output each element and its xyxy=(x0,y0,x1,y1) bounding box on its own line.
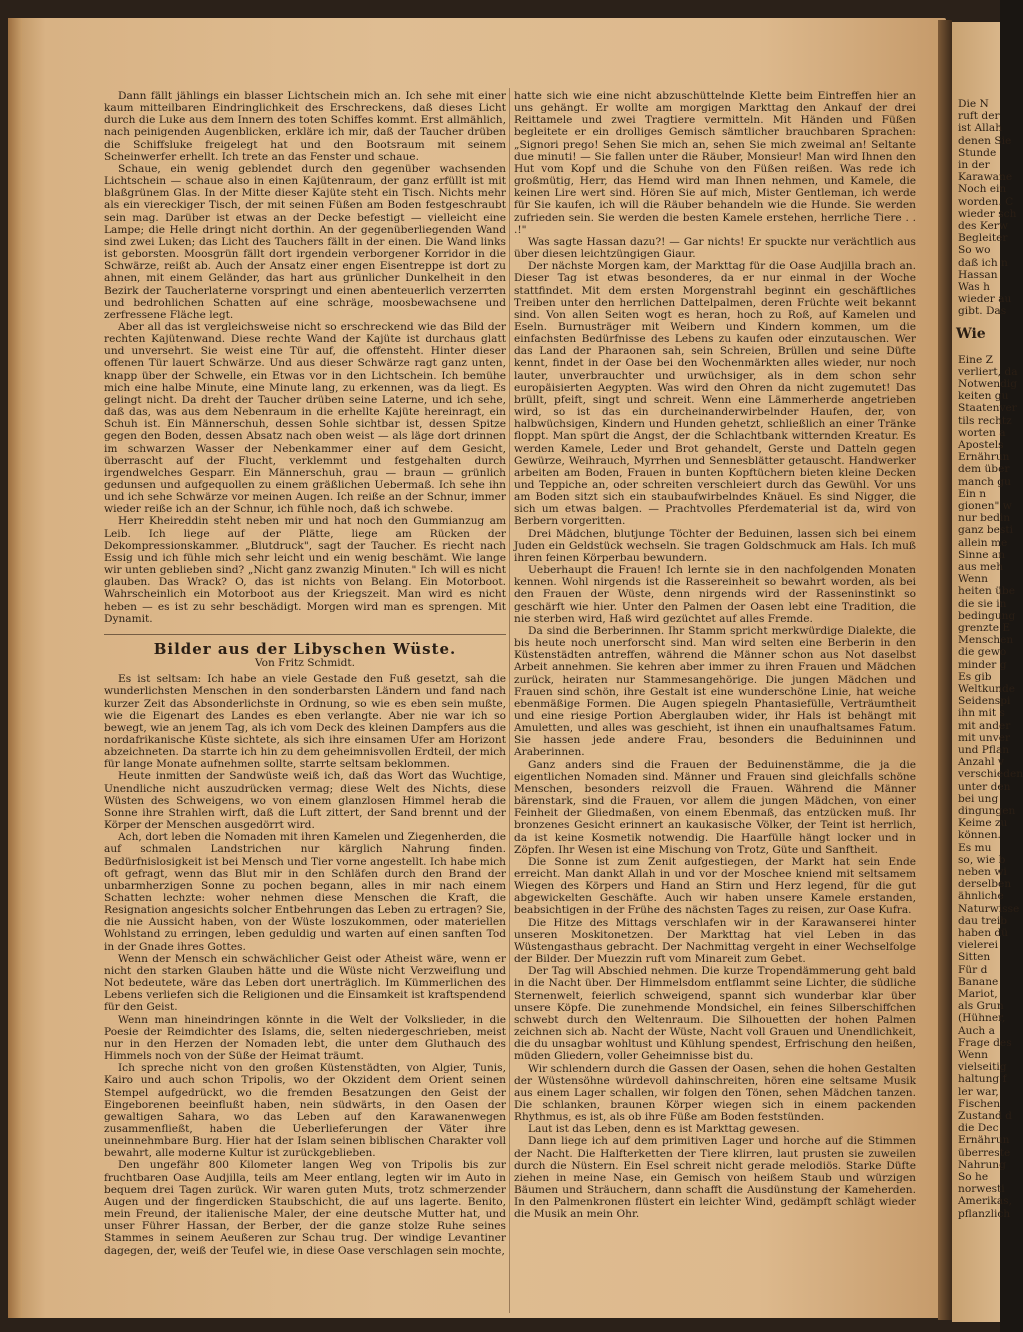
next-page-line: Sitten xyxy=(958,951,991,964)
next-page-line: und Pflan xyxy=(958,744,1010,756)
article-paragraph: Der Tag will Abschied nehmen. Die kurze Tropendämmerung geht bald in die Nacht über. Der Himmelsdom entflammt seine Lichter, die südliche Sternenwelt, feierlich schweigend, spannt sich wunderbar klar über unsere Köpfe. Die zunehmende Mondsichel, ein feines Silberschiffchen schwebt durch den Weltenraum. Die Silhouetten der hohen Palmen zeichnen sich ab. Nacht der Wüste, Nacht voll Grauen und Unendlichkeit, die du unsagbar wohltust und Kühlung spendest, Erfrischung den heißen, müden Gliedern, voller Geheimnisse bist du. xyxy=(514,965,916,1063)
next-page-line: dingungen xyxy=(958,805,1016,817)
next-page-line: unter den xyxy=(958,780,1011,793)
next-page-line: dem über xyxy=(958,463,1010,476)
article-paragraph: Wir schlendern durch die Gassen der Oasen, sehen die hohen Gestalten der Wüstensöhne würdevoll dahinschreiten, hören eine seltsame Musik aus einem Lager schallen, wir folgen den Tönen, sehen Mädchen tanzen. Die schlanken, braunen Körper wiegen sich in einem packenden Rhythmus, es ist, als ob ihre Füße am Boden feststünden. xyxy=(514,1062,916,1124)
next-page-line: haltung f xyxy=(958,1073,1007,1086)
right-column xyxy=(514,90,916,1221)
next-page-heading: Wie xyxy=(956,325,986,342)
next-page-line: Wenn xyxy=(958,573,988,586)
story-paragraph: Dann fällt jählings ein blasser Lichtschein mich an. Ich sehe mit einer kaum mitteilbaren Eindringlichkeit des Erschreckens, daß dieses Licht durch die Luke aus dem Innern des toten Schiffes kommt. Erst allmählich, nach peinigenden Augenblicken, erkläre ich mir, daß der Taucher drüben die Schiffsluke freigelegt hat und den Bootsraum mit seinem Scheinwerfer erhellt. Ich trete an das Fenster und schaue. xyxy=(104,90,506,163)
article-paragraph: Die Hitze des Mittags verschlafen wir in der Karawanserei hinter unseren Moskitonetzen. Der Markttag hat viel Leben in das Wüstengasthaus gebracht. Der Nachmittag vergeht in einer Wechselfolge der Bilder. Der Muezzin ruft vom Minareit zum Gebet. xyxy=(514,916,916,966)
next-page-line: heiten übe xyxy=(958,585,1016,598)
next-page-line: Hassan xyxy=(958,268,998,281)
next-page-line: Mariot, xyxy=(958,988,998,1000)
next-page-line: Naturwisse xyxy=(958,902,1020,915)
article-paragraph: hatte sich wie eine nicht abzuschüttelnde Klette beim Eintreffen hier an uns gehängt. Er wollte am morgigen Markttag den Ankauf der drei Reittamele und zwei Tragtiere vermitteln. Mit Händen und Füßen begleitete er ein drolliges Gemisch sämtlicher brauchbaren Sprachen: „Signori prego! Sehen Sie mich an, sehen Sie mich zweimal an! Seltante due minuti! — Sie fallen unter die Räuber, Monsieur! Man wird Ihnen den Hut vom Kopf und die Schuhe von den Füßen reißen. Was rede ich großmütig, Herr, das Hemd wird man Ihnen nehmen, und Kamele, die keinen Lire wert sind. Hören Sie auf mich, Mister Gentleman, ich werde für Sie kaufen, ich will die Räuber behandeln wie die Hunde. Sie werden zufrieden sein. Sie werden die besten Kamele erstehen, herrliche Tiere . . .!" xyxy=(514,90,916,236)
next-page-line: Ein n xyxy=(958,487,987,500)
next-page-line: Fischen xyxy=(958,1097,1001,1110)
next-page-line: mit unver xyxy=(958,731,1011,744)
next-page-line: als Grun xyxy=(958,1000,1004,1013)
left-column xyxy=(104,90,506,1257)
next-page-line: Banane xyxy=(958,975,999,988)
next-page-line: Keime zu xyxy=(958,817,1008,830)
next-page-line: gionen" w xyxy=(958,500,1012,512)
next-page-line: minder g xyxy=(958,658,1007,671)
next-page-line: Auch a xyxy=(958,1024,995,1037)
article-paragraph: Heute inmitten der Sandwüste weiß ich, daß das Wort das Wuchtige, Unendliche nicht auszudrücken vermag; diese Welt des Nichts, diese Wüsten des Schweigens, wo von einem glanzlosen Himmel herab die Sonne ihre Strahlen wirft, daß die Luft zittert, der Sand brennt und der Körper der Menschen ausgedörrt wird. xyxy=(104,770,506,832)
next-page-line: Apostels xyxy=(958,439,1004,451)
next-page-line: Ernährun xyxy=(958,1134,1010,1147)
article-paragraph: Laut ist das Leben, denn es ist Markttag gewesen. xyxy=(528,1123,800,1136)
next-page-line: Es mu xyxy=(958,841,992,854)
page-binding xyxy=(8,18,22,1318)
next-page-line: so, wie b xyxy=(958,853,1006,866)
next-page-line: tils rechtz xyxy=(958,414,1012,427)
next-page-line: allein me xyxy=(958,536,1008,549)
next-page-line: Noch ein xyxy=(958,183,1007,196)
next-page-line: neben wi xyxy=(958,866,1007,878)
next-page-line: (Hühner, xyxy=(958,1012,1006,1025)
next-page-line: ruft der xyxy=(958,110,1000,123)
next-page-line: grenzte E xyxy=(958,622,1011,634)
article-paragraph: Ach, dort leben die Nomaden mit ihren Kamelen und Ziegenherden, die auf schmalen Landstrichen nur kärglich Nahrung finden. Bedürfnislosigkeit ist bei Mensch und Tier vorne angestellt. Ich habe mich oft gefragt, wenn das Blut mir in den Schläfen durch den Brand der unbarmherzigen Sonne zu pochen begann, alles in mir nach einem Schatten lechzte: woher nehmen diese Menschen die Kraft, die Resignation angesichts solcher Entbehrungen das Leben zu ertragen? Sie, die nie Aussicht haben, von der Wüste loszukommen, oder materiellen Wohlstand zu erringen, leben geduldig und warten auf einen sanften Tod in der Gnade ihres Gottes. xyxy=(104,831,506,953)
next-page-line: Sinne an xyxy=(958,548,1006,561)
article-separator xyxy=(104,634,506,635)
article-paragraph: Ich spreche nicht von den großen Küstenstädten, von Algier, Tunis, Kairo und auch schon Tripolis, wo der Okzident dem Orient seinen Stempel aufgedrückt, wo die fremden Besatzungen den Geist der Eingeborenen beeinflußt haben, nein südwärts, in den Oasen der gewaltigen Sahara, wo das Leben auf den Karawanenwegen zusammenfließt, haben die Ueberlieferungen der Väter ihre uneinnehmbare Burg. Hier hat der Islam seinen biblischen Charakter voll bewahrt, alle moderne Kultur ist zurückgeblieben. xyxy=(104,1062,506,1160)
next-page-line: So wo xyxy=(958,244,991,257)
next-page-line: So he xyxy=(958,1171,989,1183)
next-page-line: Wenn xyxy=(958,1049,988,1061)
next-page-line: wieder sch xyxy=(958,207,1017,220)
next-page-line: bei ung xyxy=(958,792,999,805)
next-page-line: Stunde xyxy=(958,146,997,159)
next-page-line: Seidenspi xyxy=(958,695,1011,708)
next-page-line: in der xyxy=(958,159,990,171)
next-page-line: derselben xyxy=(958,878,1012,891)
next-page-line: verliert, da xyxy=(958,365,1018,378)
next-page-line: verschieden xyxy=(958,768,1023,781)
next-page-line: keiten gu xyxy=(958,390,1009,403)
next-page-line: überreste xyxy=(958,1146,1011,1159)
article-paragraph: Dann liege ich auf dem primitiven Lager und horche auf die Stimmen der Nacht. Die Halfterketten der Tiere klirren, laut prusten sie zuweilen durch die Nüstern. Ein Esel schreit nicht gerade melodiös. Starke Düfte ziehen in meine Nase, ein Gemisch von heißem Staub und würzigen Bäumen und Sträuchern, dann schafft die Ausdünstung der Kameherden. In den Palmenkronen flüstert ein leichter Wind, gedämpft schlägt wieder die Musik an mein Ohr. xyxy=(514,1135,916,1221)
next-page-line: Amerikas, xyxy=(958,1195,1012,1208)
article-title: Bilder aus der Libyschen Wüste. xyxy=(153,639,457,658)
article-paragraph: Es ist seltsam: Ich habe an viele Gestade den Fuß gesetzt, sah die wunderlichsten Menschen in den sonderbarsten Ländern und fand nach kurzer Zeit das Absonderlichste in Ordnung, so wie es eben sein mußte, wie die Eigenart des Landes es eben verlangte. Aber nie war ich so bewegt, wie an jenem Tag, als ich vom Deck des kleinen Dampfers aus die nordafrikanische Küste sichtete, als sich ihre einsamen Ufer am Horizont abzeichneten. Da starrte ich hin zu dem geheimnisvollen Erdteil, der mich für lange Monate aufnehmen sollte, starrte seltsam beklommen. xyxy=(104,673,506,771)
next-page-line: worden. C xyxy=(958,195,1014,208)
story-paragraph: Schaue, ein wenig geblendet durch den gegenüber wachsenden Lichtschein — schaue also in einen Kajütenraum, der ganz erfüllt ist mit blaßgrünem Glas. In der Mitte dieser Kajüte steht ein Tisch. Nichts mehr als ein viereckiger Tisch, der mit seinen Füßen am Boden festgeschraubt sein mag. Darüber ist etwas an der Decke befestigt — vielleicht eine Lampe; die Helle dringt nicht dorthin. An der gegenüberliegenden Wand sind zwei Luken; das Licht des Tauchers fällt in der einen. Die Wand links ist geborsten. Moosgrün fällt dort irgendein verborgener Korridor in die Schwärze, reißt ab. Auch der Ansatz einer engen Eisentreppe ist dort zu ahnen, mit einem Geländer, das hart aus grünlicher Dunkelheit in den Bezirk der Taucherlaterne vorspringt und einen abenteuerlich verzerrten und bedrohlichen Schatten auf eine schräge, moosbewachsene und zerfressene Fläche legt. xyxy=(104,162,506,321)
next-page-line: nur bedin xyxy=(958,512,1011,525)
next-page-line: des Kerw xyxy=(958,220,1008,232)
article-paragraph: Da sind die Berberinnen. Ihr Stamm spricht merkwürdige Dialekte, die bis heute noch unerforscht sind. Man wird selten eine Berberin in den Küstenstädten antreffen, während die Männer schon aus Not daselbst Arbeit annehmen. Sie kehren aber immer zu ihren Frauen und Mädchen zurück, heiraten nur Stammesangehörige. Die jungen Mädchen und Frauen sind schön, ihre Gestalt ist eine wunderschöne Linie, hat weiche ebenmäßige Formen. Die Augen spiegeln Phantasiefülle, Verträumtheit und eine riesige Portion Aberglauben wider, ihr Hals ist behängt mit Amuletten, und alles was geschieht, ist ihnen ein unaufhaltsames Fatum. Sie hassen jede andere Frau, besonders die Beduininnen und Araberinnen. xyxy=(514,624,916,759)
next-page-line: ihn mit s xyxy=(958,707,1005,720)
next-page-line: Für d xyxy=(958,963,988,976)
next-page-line: ler war, xyxy=(958,1085,999,1098)
next-page-line: Ernährun xyxy=(958,451,1010,464)
next-page-line: denen Sie xyxy=(958,134,1012,147)
article-paragraph: Ueberhaupt die Frauen! Ich lernte sie in den nachfolgenden Monaten kennen. Wohl nirgends ist die Rassereinheit so bewahrt worden, als bei den Frauen der Wüste, denn nirgends wird der Rasseninstinkt so geschärft wie hier. Unter den Palmen der Oasen lebt eine Tradition, die nie sterben wird, Haß wird gezüchtet auf alles Fremde. xyxy=(514,564,916,625)
next-page-line: Es gib xyxy=(958,670,992,683)
article-paragraph: Wenn der Mensch ein schwächlicher Geist oder Atheist wäre, wenn er nicht den starken Glauben hätte und die Wüste nicht Verzweiflung und Not bedeutete, wäre das Leben dort unerträglich. Im Kümmerlichen des Lebens verliefen sich die Religionen und die Einsamkeit ist kraftspendend für den Geist. xyxy=(104,952,506,1014)
next-page-line: Staatenver xyxy=(958,402,1017,415)
next-page-line: pflanzlich xyxy=(958,1207,1011,1220)
article-paragraph: Wenn man hineindringen könnte in die Welt der Volkslieder, in die Poesie der Reimdichter des Islams, die, selten niedergeschrieben, meist nur in den Herzen der Nomaden lebt, die unter dem Gluthauch des Himmels noch von der Süße der Heimat träumt. xyxy=(104,1013,506,1063)
article-paragraph: Was sagte Hassan dazu?! — Gar nichts! Er spuckte nur verächtlich aus über diesen leichtzüngigen Giaur. xyxy=(514,235,916,261)
next-page-line: gibt. Das xyxy=(958,305,1007,318)
next-page-line: Was h xyxy=(958,281,990,293)
next-page-line: worten a xyxy=(958,426,1006,439)
next-page-line: die gewo xyxy=(958,646,1007,659)
article-byline: Von Fritz Schmidt. xyxy=(254,657,356,670)
article-paragraph: Ganz anders sind die Frauen der Beduinenstämme, die ja die eigentlichen Nomaden sind. Männer und Frauen sind gleichfalls schöne Menschen, besonders reizvoll die Frauen. Während die Männer bärenstark, sind die Frauen, vor allem die jungen Mädchen, von einer Feinheit der Gliedmaßen, von einem Ebenmaß, das entzücken muß. Ihr bronzenes Gesicht erinnert an kaukasische Völker, der Teint ist herrlich, da ist keine Kosmetik notwendig. Die Haarfülle hängt locker und in Zöpfen. Ihr Wesen ist eine Mischung von Trotz, Güte und Sanftheit. xyxy=(514,758,916,856)
article-paragraph: Drei Mädchen, blutjunge Töchter der Beduinen, lassen sich bei einem Juden ein Geldstück wechseln. Sie tragen Goldschmuck am Hals. Ich muß ihren feinen Körperbau bewundern. xyxy=(514,527,916,564)
next-page-line: manch gu xyxy=(958,475,1011,488)
next-page-line: norwesti xyxy=(958,1183,1005,1196)
next-page-line: mit ander xyxy=(958,719,1011,732)
next-page-fragment xyxy=(952,22,1023,1322)
next-page-line: Die N xyxy=(958,98,989,110)
next-page-line: aus meh xyxy=(958,561,1004,573)
next-page-line: ähnliche xyxy=(958,890,1004,903)
article-paragraph: Die Sonne ist zum Zenit aufgestiegen, der Markt hat sein Ende erreicht. Man dankt Allah in und vor der Moschee kniend mit seltsamem Wiegen des Körpers und Hand an Stirn und Herz legend, für die gut abgewickelten Geschäfte. Auch wir haben unsere Kamele erstanden, beabsichtigen in der Frühe des nächsten Tages zu reisen, zur Oase Kufra. xyxy=(514,855,916,917)
next-page-line: die Dec xyxy=(958,1122,999,1135)
next-page-line: Frage des xyxy=(958,1036,1012,1049)
article-paragraph: Der nächste Morgen kam, der Markttag für die Oase Audjilla brach an. Dieser Tag ist etwas besonderes, da er nur einmal in der Woche stattfindet. Mit dem ersten Morgenstrahl beginnt ein geschäftliches Treiben unter den herrlichen Dattelpalmen, deren Früchte weit bekannt sind. Von allen Seiten wogt es heran, hoch zu Roß, auf Kamelen und Eseln. Burnusträger mit Weibern und Kindern kommen, um die einfachsten Bedürfnisse des Lebens zu kaufen oder einzutauschen. Wer das Land der Pharaonen sah, sein Schreien, Brüllen und seine Düfte kennt, findet in der Oase bei den Wochenmärkten alles wieder, nur noch lauter, unverbrauchter und urwüchsiger, als in dem schon sehr europäisierten Aegypten. Was wird den Ohren da nicht zugemutet! Das brüllt, pfeift, singt und schreit. Wenn eine Lämmerherde angetrieben wird, so ist das ein durcheinanderwirbelnder Haufen, der, von halbwüchsigen, Kindern und Hunden gehetzt, schließlich an einer Tränke floppt. Man spürt die Angst, der die Schlachtbank witternden Kreatur. Es werden Kamele, Leder und Brot gehandelt, Gerste und Datteln gegen Gewürze, Weihrauch, Myrrhen und Sennesblätter getauscht. Handwerker arbeiten am Boden, Frauen in bunten Kopftüchern bieten kleine Decken und Teppiche an, oder schreiten verschleiert durch das Gewühl. Vor uns am Boden sitzt sich ein staubaufwirbelndes Knäuel. Es sind Nigger, die sich um etwas balgen. — Prachtvolles Pferdematerial ist da, wird von Berbern vorgeritten. xyxy=(514,260,916,528)
next-page-line: können. xyxy=(958,829,1001,842)
next-page-line: Zustand d xyxy=(958,1110,1012,1122)
page-gutter xyxy=(938,20,952,1320)
next-page-line: Menschen xyxy=(958,634,1014,647)
next-page-line: ganz besti xyxy=(958,524,1014,537)
story-paragraph: Aber all das ist vergleichsweise nicht so erschreckend wie das Bild der rechten Kajütenwand. Diese rechte Wand der Kajüte ist durchaus glatt und unversehrt. Sie weist eine Tür auf, die offensteht. Hinter dieser offenen Tür lauert Schwärze. Und aus dieser Schwärze ragt ganz unten, knapp über der Schwelle, ein Etwas vor in den Lichtschein. Ich bemühe mich eine halbe Minute, eine Minute lang, zu erkennen, was da liegt. Es gelingt nicht. Da dreht der Taucher drüben seine Laterne, und ich sehe, daß das, was aus dem Nebenraum in die erhellte Kajüte hereinragt, ein Schuh ist. Ein Männerschuh, dessen Sohle sichtbar ist, dessen Spitze gegen den Boden, dessen Absatz nach oben weist — als läge dort drinnen im schwarzen Wasser der Nebenkammer einer auf dem Gesicht, überrascht auf der Flucht, verklemmt und festgehalten durch irgendwelches Gesparr. Ein Männerschuh, grau — braun — grünlich gedunsen und aufgequollen zu einem gräßlichen Uebermaß. Ich sehe ihn und ich sehe Schwärze vor meinen Augen. Ich reiße an der Schnur, immer wieder reiße ich an der Schnur, ich fühle noch, daß ich schwebe. xyxy=(104,320,506,516)
next-page-line: die sie in xyxy=(958,597,1007,610)
next-page-line: vielerei xyxy=(958,939,999,952)
next-page-line: bedingung xyxy=(958,609,1016,622)
next-page-line: dau treib xyxy=(958,914,1008,927)
next-page-line: Notwendig xyxy=(958,378,1018,390)
article-paragraph: Den ungefähr 800 Kilometer langen Weg von Tripolis bis zur fruchtbaren Oase Audjilla, teils am Meer entlang, legten wir im Auto in bequem drei Tagen zurück. Wir waren guten Muts, trotz schmerzender Augen und der fingerdicken Staubschicht, die auf uns lagerte. Benito, mein Freund, der italienische Maler, der eine deutsche Mutter hat, und unser Führer Hassan, der Berber, der die ganze stolze Ruhe seines Stammes in seinem Aeußeren zur Schau trug. Der windige Levantiner dagegen, der, weiß der Teufel wie, in diese Oase verschlagen sein mochte, xyxy=(104,1159,506,1257)
next-page-line: wieder au xyxy=(958,293,1012,306)
next-page-line: haben dü xyxy=(958,927,1008,939)
next-page-line: daß ich n xyxy=(958,256,1008,269)
next-page-line: Karawane xyxy=(958,171,1013,184)
story-paragraph: Herr Kheireddin steht neben mir und hat noch den Gummianzug am Leib. Ich liege auf der Plätte, liege am Rücken der Dekompressionskammer. „Blutdruck", sagt der Taucher. Es riecht nach Essig und ich fühle mich sehr leicht und ein wenig beschämt. Wie lange wir unten geblieben sind? „Nicht ganz zwanzig Minuten." Ich will es nicht glauben. Das Wrack? O, das ist nichts von Belang. Ein Motorboot. Wahrscheinlich ein Motorboot aus der Kriegszeit. Man wird es nicht heben — es ist zu sehr beschädigt. Morgen wird man es sprengen. Mit Dynamit. xyxy=(104,515,506,625)
next-page-line: Begleiter xyxy=(958,232,1008,245)
next-page-line: Weltkunde xyxy=(958,683,1016,695)
next-page-line: vielseitig xyxy=(958,1061,1007,1074)
column-divider xyxy=(509,88,510,1313)
next-page-line: ist Allah xyxy=(958,122,1003,135)
next-page-line: Nahrung xyxy=(958,1158,1006,1171)
next-page-line: Eine Z xyxy=(958,353,993,366)
next-page-line: Anzahl v xyxy=(958,756,1004,769)
